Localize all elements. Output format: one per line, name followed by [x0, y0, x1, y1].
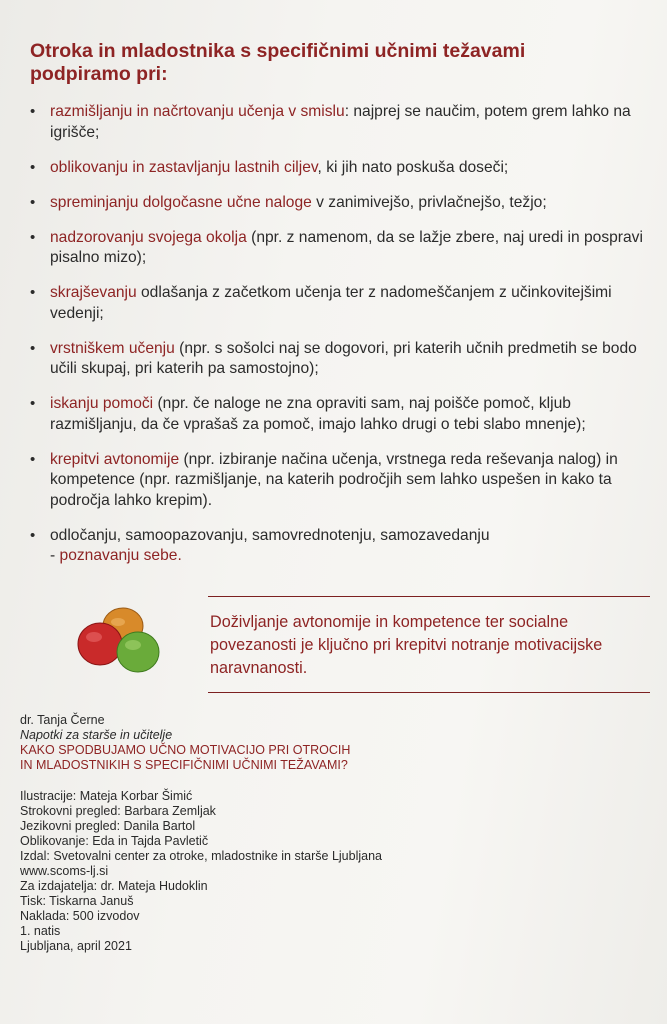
bullet-icon: •: [30, 193, 36, 211]
author: dr. Tanja Černe: [20, 713, 105, 727]
credit-line: Izdal: Svetovalni center za otroke, mladostnike in starše Ljubljana: [20, 849, 382, 863]
bullet-icon: •: [30, 284, 36, 301]
bullet-icon: •: [30, 228, 36, 246]
callout-bottom-rule: [208, 692, 650, 693]
item-highlight: poznavanju sebe.: [59, 547, 182, 564]
item-text: (npr. s sošolci naj se dogovori, pri katerih učnih predmetih se bodo učili skupaj, pri katerih pa samostojno);: [50, 339, 637, 377]
item-text: (npr. če naloge ne zna opraviti sam, naj poišče pomoč, kljub razmišljanju, da če vprašaš za pomoč, imajo lahko drugi o tebi slabo mnenje);: [50, 395, 586, 433]
spacer: [20, 773, 480, 789]
credit-line: Ljubljana, april 2021: [20, 939, 132, 953]
list-item: [26, 450, 646, 512]
list-item: [26, 394, 646, 435]
credit-line: Naklada: 500 izvodov: [20, 909, 140, 923]
bullet-icon: •: [30, 339, 36, 357]
fruit-icon: [76, 604, 162, 676]
list-item: [26, 526, 646, 567]
bullet-icon: •: [30, 450, 36, 468]
credit-line: Oblikovanje: Eda in Tajda Pavletič: [20, 834, 209, 848]
page-heading: Otroka in mladostnika s specifičnimi učnimi težavami podpiramo pri:: [30, 40, 526, 85]
credit-line: Ilustracije: Mateja Korbar Šimić: [20, 789, 193, 803]
item-text: odlašanja z začetkom učenja ter z nadomeščanjem z učinkovitejšimi vedenji;: [50, 284, 612, 322]
item-highlight: krepitvi avtonomije: [50, 450, 180, 468]
item-text: (npr. z namenom, da se lažje zbere, naj uredi in pospravi pisalno mizo);: [50, 228, 643, 266]
item-highlight: oblikovanju in zastavljanju lastnih ciljev: [50, 158, 318, 176]
item-highlight: spreminjanju dolgočasne učne naloge: [50, 193, 312, 211]
item-highlight: nadzorovanju svojega okolja: [50, 228, 247, 246]
credit-line: Strokovni pregled: Barbara Zemljak: [20, 804, 216, 818]
series-subtitle: Napotki za starše in učitelje: [20, 728, 173, 742]
item-highlight: iskanju pomoči: [50, 395, 154, 412]
list-item: [26, 158, 646, 179]
bullet-icon: •: [30, 158, 36, 176]
list-item: [26, 193, 646, 214]
publication-title: IN MLADOSTNIKIH S SPECIFIČNIMI UČNIMI TEŽAVAMI?: [20, 758, 348, 772]
credit-line: Jezikovni pregled: Danila Bartol: [20, 819, 196, 833]
list-item: [26, 228, 646, 269]
item-highlight: vrstniškem učenju: [50, 339, 175, 357]
item-text: : najprej se naučim, potem grem lahko na igrišče;: [50, 103, 631, 141]
item-text: odločanju, samoopazovanju, samovrednotenju, samozavedanju: [50, 526, 490, 544]
item-text: v zanimivejšo, privlačnejšo, težjo;: [311, 193, 547, 211]
credit-line: Tisk: Tiskarna Januš: [20, 894, 134, 908]
credit-line: 1. natis: [20, 924, 61, 938]
publication-title: KAKO SPODBUJAMO UČNO MOTIVACIJO PRI OTROCIH: [20, 743, 351, 757]
list-item: [26, 283, 646, 324]
bullet-icon: •: [30, 103, 36, 120]
list-item: [26, 102, 646, 143]
item-dash: -: [50, 547, 60, 564]
credit-line: Za izdajatelja: dr. Mateja Hudoklin: [20, 879, 208, 893]
item-text: (npr. izbiranje načina učenja, vrstnega reda reševanja nalog) in kompetence (npr. razmišljanje, na katerih področjih sem lahko uspešen in kako ta področja lahko krepim).: [50, 450, 618, 509]
callout-top-rule: [208, 596, 650, 597]
colophon: [20, 713, 480, 954]
item-highlight: skrajševanju: [50, 284, 137, 301]
callout-text: Doživljanje avtonomije in kompetence ter socialne povezanosti je ključno pri krepitvi notranje motivacijske naravnanosti.: [210, 613, 603, 677]
item-text: , ki jih nato poskuša doseči;: [317, 158, 509, 176]
item-highlight: razmišljanju in načrtovanju učenja v smislu: [50, 103, 345, 120]
list-item: [26, 339, 646, 380]
website-link[interactable]: www.scoms-lj.si: [20, 864, 109, 878]
bullet-icon: •: [30, 526, 36, 544]
bullet-icon: •: [30, 395, 36, 412]
support-list: [26, 102, 646, 581]
